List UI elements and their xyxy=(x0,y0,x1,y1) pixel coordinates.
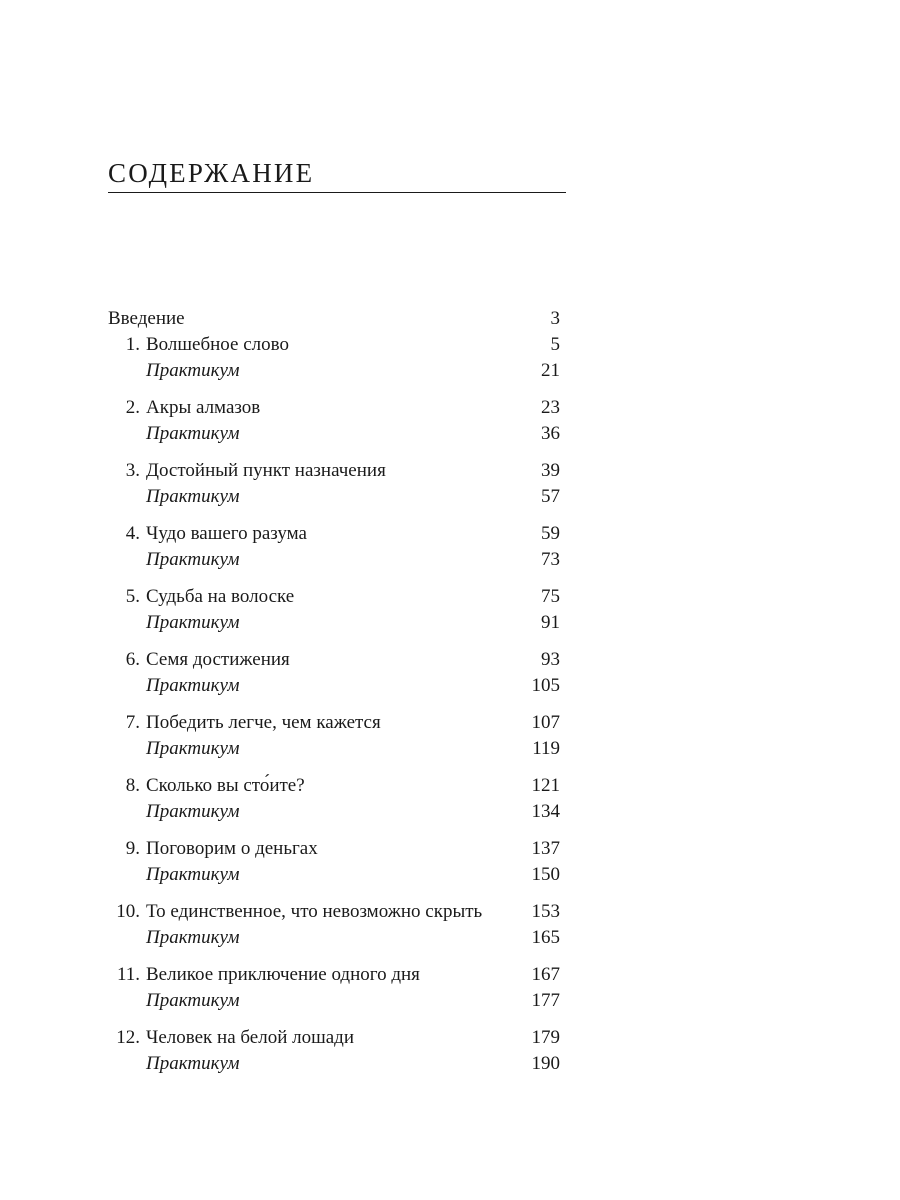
practicum-page: 57 xyxy=(541,486,560,507)
toc-entry-chapter[interactable] xyxy=(108,332,560,358)
practicum-label: Практикум xyxy=(146,486,240,507)
chapter-title: Победить легче, чем кажется xyxy=(146,712,381,733)
practicum-label: Практикум xyxy=(146,675,240,696)
toc-entry-practicum[interactable] xyxy=(108,1051,560,1077)
chapter-title: Судьба на волоске xyxy=(146,586,295,607)
chapter-number: 5. xyxy=(125,586,140,607)
chapter-title: Великое приключение одного дня xyxy=(146,964,420,985)
chapter-title: Чудо вашего разума xyxy=(146,523,307,544)
toc-entry-chapter[interactable] xyxy=(108,710,560,736)
table-of-contents xyxy=(108,306,560,1077)
toc-entry-practicum[interactable] xyxy=(108,988,560,1014)
toc-entry-practicum[interactable] xyxy=(108,421,560,447)
toc-entry-practicum[interactable] xyxy=(108,610,560,636)
toc-entry-practicum[interactable] xyxy=(108,358,560,384)
chapter-page: 153 xyxy=(531,901,560,922)
toc-entry-page: 3 xyxy=(550,308,560,329)
toc-spacer xyxy=(108,636,560,647)
toc-entry-chapter[interactable] xyxy=(108,836,560,862)
chapter-number: 9. xyxy=(125,838,140,859)
toc-entry-practicum[interactable] xyxy=(108,484,560,510)
chapter-title: Волшебное слово xyxy=(146,334,289,355)
toc-entry-chapter[interactable] xyxy=(108,584,560,610)
toc-entry-chapter[interactable] xyxy=(108,1025,560,1051)
chapter-number: 1. xyxy=(125,334,140,355)
chapter-page: 179 xyxy=(531,1027,560,1048)
chapter-page: 39 xyxy=(541,460,560,481)
toc-spacer xyxy=(108,762,560,773)
practicum-label: Практикум xyxy=(146,612,240,633)
toc-entry-chapter[interactable] xyxy=(108,899,560,925)
practicum-label: Практикум xyxy=(146,423,240,444)
chapter-number: 3. xyxy=(125,460,140,481)
chapter-title: Семя достижения xyxy=(146,649,290,670)
chapter-page: 121 xyxy=(531,775,560,796)
practicum-label: Практикум xyxy=(146,801,240,822)
toc-entry-intro[interactable] xyxy=(108,306,560,332)
chapter-page: 23 xyxy=(541,397,560,418)
practicum-label: Практикум xyxy=(146,990,240,1011)
toc-entry-practicum[interactable] xyxy=(108,547,560,573)
toc-entry-chapter[interactable] xyxy=(108,773,560,799)
chapter-page: 137 xyxy=(531,838,560,859)
practicum-page: 21 xyxy=(541,360,560,381)
toc-spacer xyxy=(108,888,560,899)
toc-entry-chapter[interactable] xyxy=(108,647,560,673)
toc-spacer xyxy=(108,510,560,521)
chapter-number: 2. xyxy=(125,397,140,418)
chapter-page: 93 xyxy=(541,649,560,670)
chapter-page: 167 xyxy=(531,964,560,985)
toc-spacer xyxy=(108,573,560,584)
practicum-page: 134 xyxy=(531,801,560,822)
practicum-page: 73 xyxy=(541,549,560,570)
chapter-number: 7. xyxy=(125,712,140,733)
toc-spacer xyxy=(108,447,560,458)
chapter-title: Человек на белой лошади xyxy=(146,1027,355,1048)
practicum-page: 36 xyxy=(541,423,560,444)
practicum-label: Практикум xyxy=(146,864,240,885)
chapter-title: Поговорим о деньгах xyxy=(146,838,318,859)
toc-spacer xyxy=(108,699,560,710)
chapter-page: 107 xyxy=(531,712,560,733)
toc-entry-chapter[interactable] xyxy=(108,521,560,547)
toc-spacer xyxy=(108,825,560,836)
practicum-page: 165 xyxy=(531,927,560,948)
toc-spacer xyxy=(108,951,560,962)
chapter-number: 12. xyxy=(116,1027,140,1048)
practicum-label: Практикум xyxy=(146,927,240,948)
chapter-page: 75 xyxy=(541,586,560,607)
chapter-number: 4. xyxy=(125,523,140,544)
practicum-label: Практикум xyxy=(146,738,240,759)
toc-entry-practicum[interactable] xyxy=(108,799,560,825)
toc-entry-chapter[interactable] xyxy=(108,458,560,484)
chapter-title: Сколько вы сто́ите? xyxy=(146,775,305,796)
chapter-title: Достойный пункт назначения xyxy=(146,460,386,481)
toc-entry-practicum[interactable] xyxy=(108,673,560,699)
toc-entry-practicum[interactable] xyxy=(108,862,560,888)
chapter-number: 11. xyxy=(116,964,140,985)
chapter-page: 5 xyxy=(550,334,560,355)
toc-spacer xyxy=(108,1014,560,1025)
title-divider xyxy=(108,192,566,193)
chapter-page: 59 xyxy=(541,523,560,544)
chapter-number: 8. xyxy=(125,775,140,796)
practicum-page: 177 xyxy=(531,990,560,1011)
practicum-label: Практикум xyxy=(146,1053,240,1074)
chapter-title: То единственное, что невозможно скрыть xyxy=(146,901,483,922)
practicum-page: 105 xyxy=(531,675,560,696)
practicum-label: Практикум xyxy=(146,360,240,381)
toc-entry-chapter[interactable] xyxy=(108,962,560,988)
chapter-number: 10. xyxy=(116,901,140,922)
practicum-page: 150 xyxy=(531,864,560,885)
practicum-label: Практикум xyxy=(146,549,240,570)
toc-entry-title: Введение xyxy=(108,308,185,329)
practicum-page: 91 xyxy=(541,612,560,633)
chapter-number: 6. xyxy=(125,649,140,670)
page-title: СОДЕРЖАНИЕ xyxy=(108,158,315,188)
practicum-page: 190 xyxy=(531,1053,560,1074)
chapter-title: Акры алмазов xyxy=(146,397,261,418)
toc-entry-practicum[interactable] xyxy=(108,925,560,951)
toc-spacer xyxy=(108,384,560,395)
practicum-page: 119 xyxy=(532,738,560,759)
toc-entry-chapter[interactable] xyxy=(108,395,560,421)
toc-entry-practicum[interactable] xyxy=(108,736,560,762)
